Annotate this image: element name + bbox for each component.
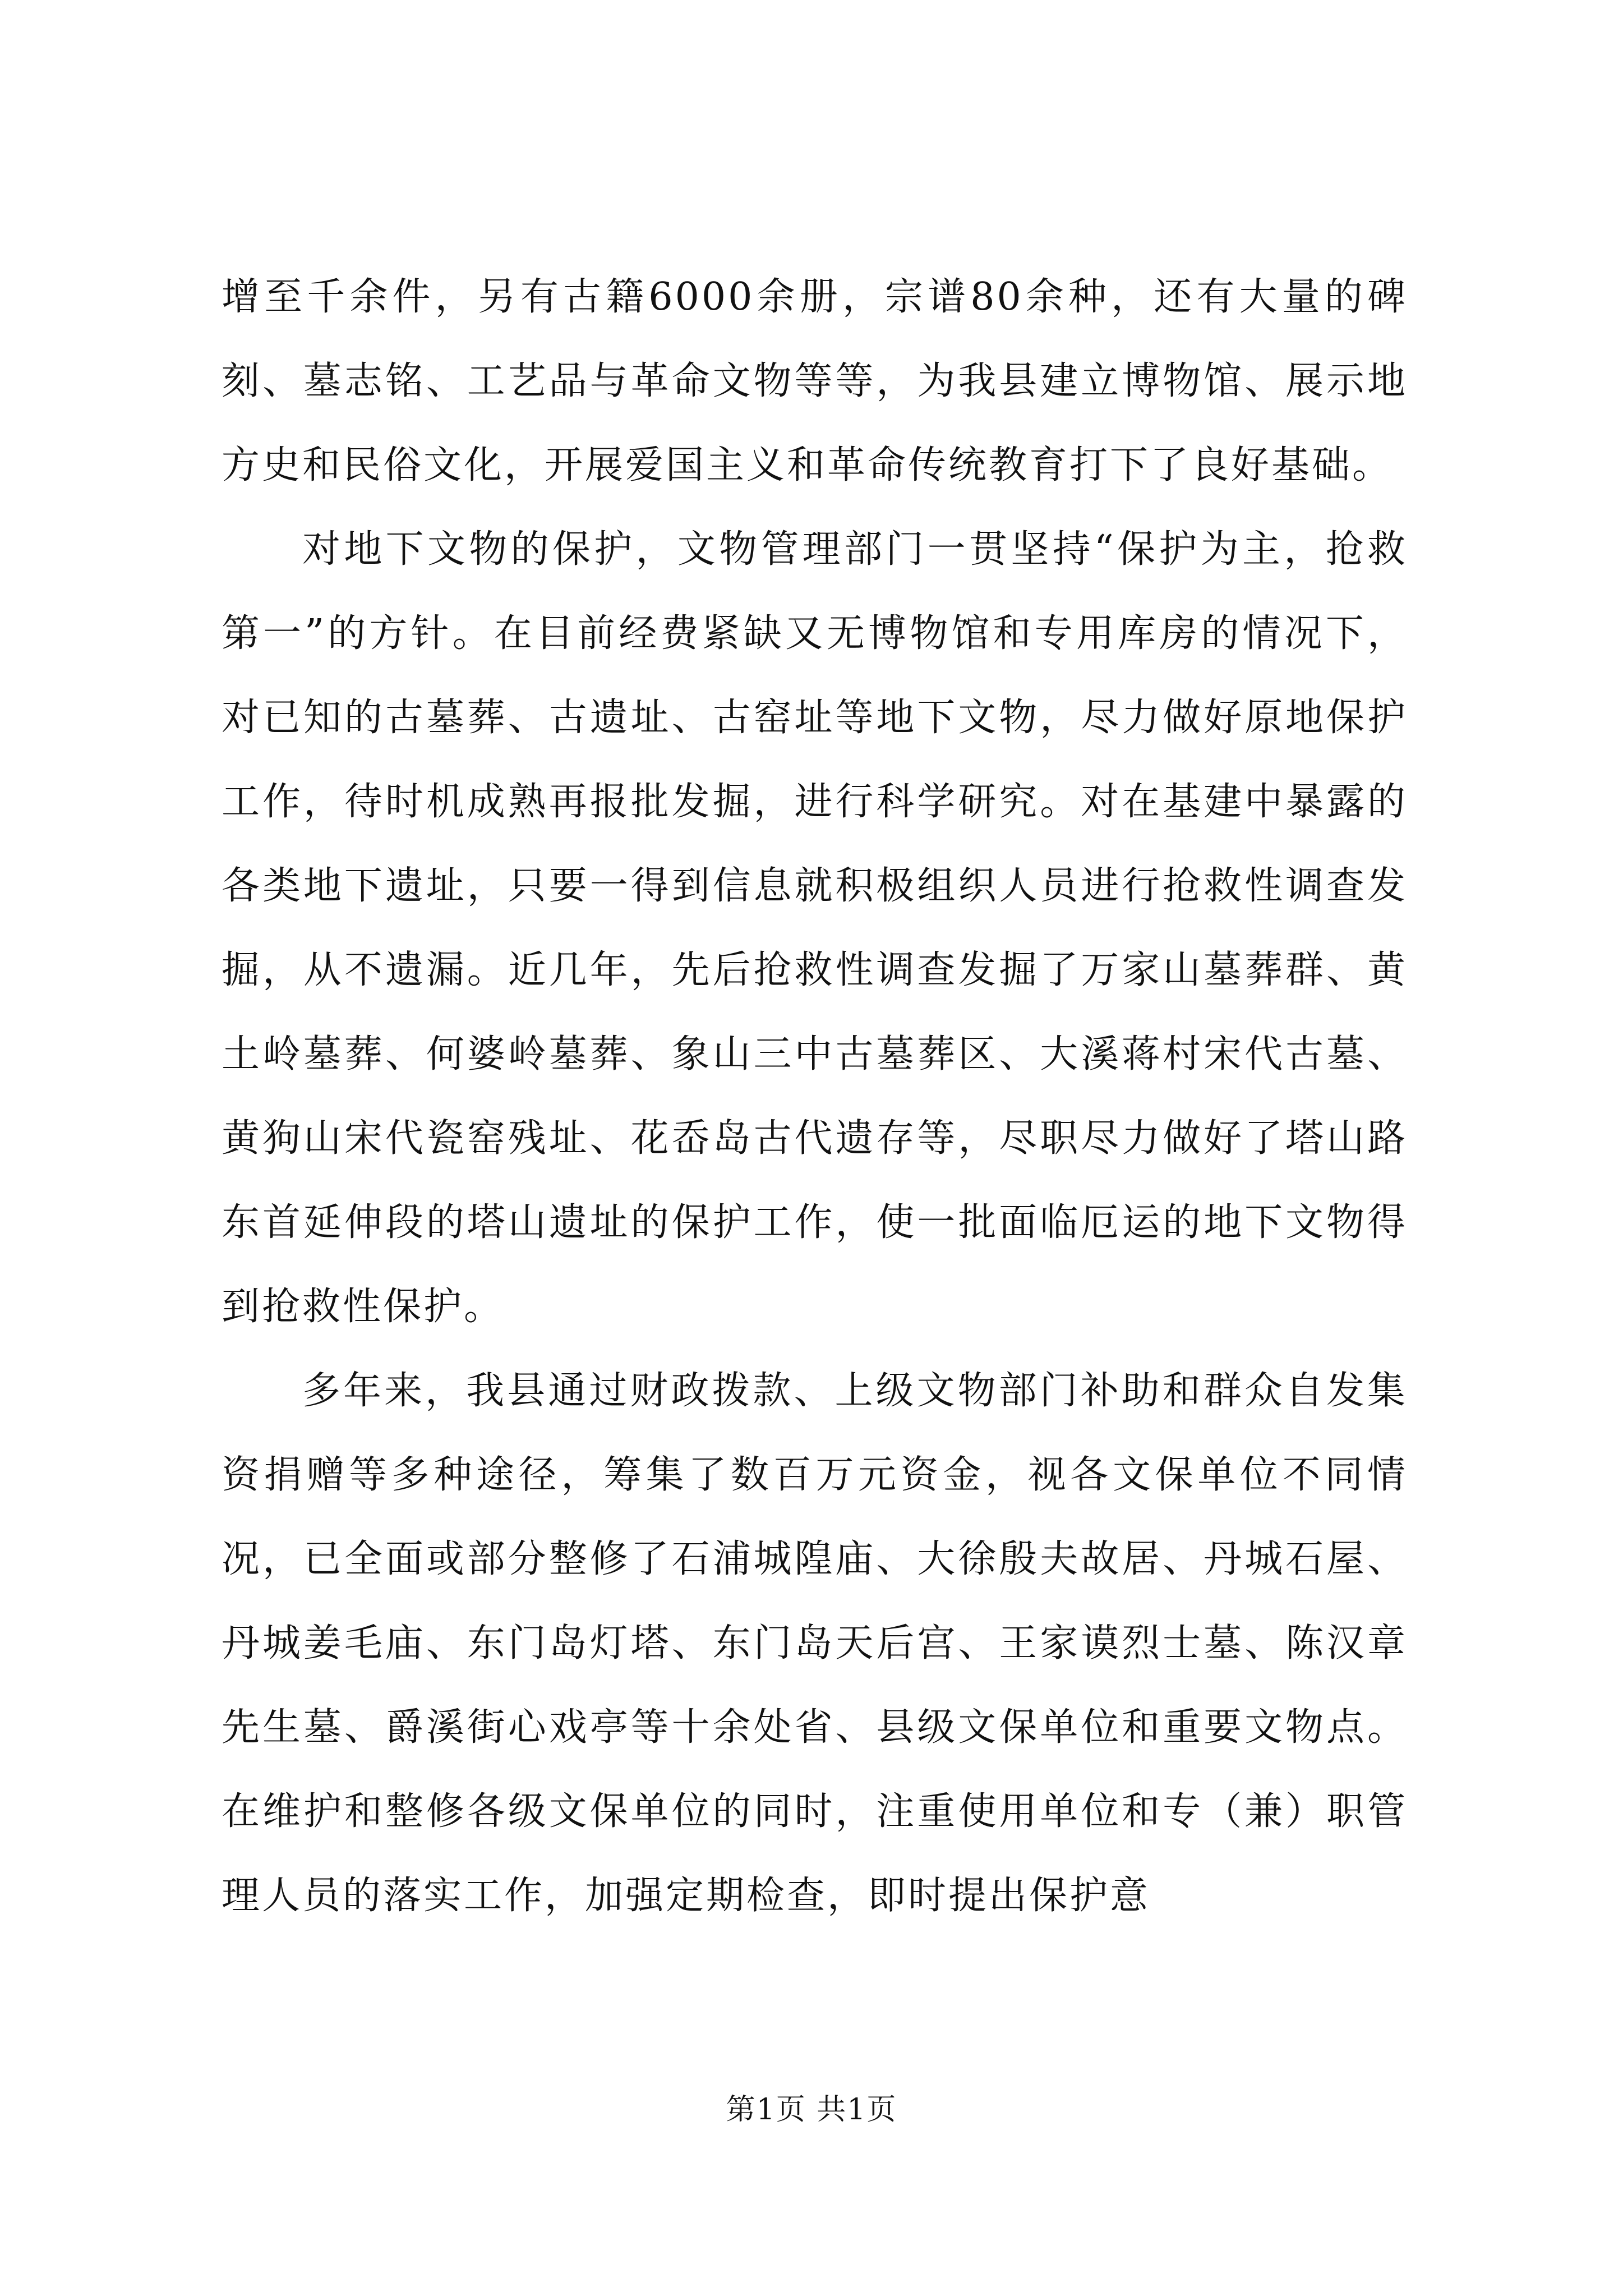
body-text	[222, 255, 1408, 1938]
page-footer: 第1页 共1页	[726, 2093, 897, 2127]
paragraph-funding-restoration: 多年来，我县通过财政拨款、上级文物部门补助和群众自发集资捐赠等多种途径，筹集了数百万元资金，视各文保单位不同情况，已全面或部分整修了石浦城隍庙、大徐殷夫故居、丹城石屋、丹城姜毛庙、东门岛灯塔、东门岛天后宫、王家谟烈士墓、陈汉章先生墓、爵溪街心戏亭等十余处省、县级文保单位和重要文物点。在维护和整修各级文保单位的同时，注重使用单位和专（兼）职管理人员的落实工作，加强定期检查，即时提出保护意	[222, 1369, 1408, 1918]
paragraph-continuation: 增至千余件，另有古籍6000余册，宗谱80余种，还有大量的碑刻、墓志铭、工艺品与革命文物等等，为我县建立博物馆、展示地方史和民俗文化，开展爱国主义和革命传统教育打下了良好基础。	[222, 275, 1408, 487]
paragraph-underground-relics: 对地下文物的保护，文物管理部门一贯坚持“保护为主，抢救第一”的方针。在目前经费紧缺又无博物馆和专用库房的情况下，对已知的古墓葬、古遗址、古窑址等地下文物，尽力做好原地保护工作，待时机成熟再报批发掘，进行科学研究。对在基建中暴露的各类地下遗址，只要一得到信息就积极组织人员进行抢救性调查发掘，从不遗漏。近几年，先后抢救性调查发掘了万家山墓葬群、黄土岭墓葬、何婆岭墓葬、象山三中古墓葬区、大溪蒋村宋代古墓、黄狗山宋代瓷窑残址、花岙岛古代遗存等，尽职尽力做好了塔山路东首延伸段的塔山遗址的保护工作，使一批面临厄运的地下文物得到抢救性保护。	[222, 527, 1408, 1329]
